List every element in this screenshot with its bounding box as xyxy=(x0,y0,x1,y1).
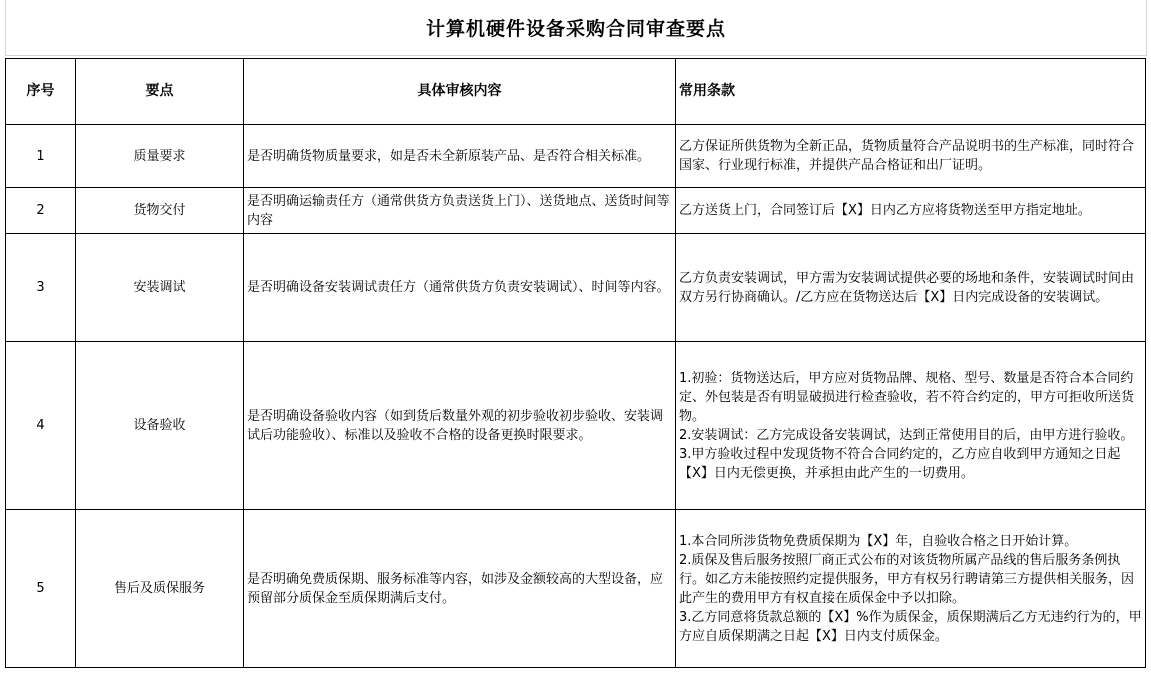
row-point: 售后及质保服务 xyxy=(76,510,244,668)
header-content: 具体审核内容 xyxy=(244,59,676,125)
row-clause xyxy=(676,234,1146,342)
row-no: 4 xyxy=(6,342,76,510)
table-row xyxy=(6,234,1146,342)
sheet-title: 计算机硬件设备采购合同审查要点 xyxy=(5,0,1147,56)
row-no: 3 xyxy=(6,234,76,342)
clause-line: 1.初验：货物送达后，甲方应对货物品牌、规格、型号、数量是否符合本合同约定、外包装是否有明显破损进行检查验收，若不符合约定的，甲方可拒收所送货物。 xyxy=(679,370,1135,424)
row-point: 设备验收 xyxy=(76,342,244,510)
header-clause: 常用条款 xyxy=(676,59,1146,125)
row-point: 货物交付 xyxy=(76,188,244,234)
table-row xyxy=(6,342,1146,510)
row-no: 5 xyxy=(6,510,76,668)
row-clause xyxy=(676,125,1146,188)
row-no: 2 xyxy=(6,188,76,234)
row-point: 质量要求 xyxy=(76,125,244,188)
clause-line: 2.质保及售后服务按照厂商正式公布的对该货物所属产品线的售后服务条例执行。如乙方未能按照约定提供服务，甲方有权另行聘请第三方提供相关服务，因此产生的费用甲方有权直接在质保金中予以扣除。 xyxy=(679,552,1135,606)
clause-line: 乙方负责安装调试，甲方需为安装调试提供必要的场地和条件，安装调试时间由双方另行协商确认。/乙方应在货物送达后【X】日内完成设备的安装调试。 xyxy=(679,270,1135,305)
clause-line: 乙方送货上门，合同签订后【X】日内乙方应将货物送至甲方指定地址。 xyxy=(679,203,1091,218)
row-content: 是否明确设备安装调试责任方（通常供货方负责安装调试）、时间等内容。 xyxy=(244,234,676,342)
row-content: 是否明确设备验收内容（如到货后数量外观的初步验收初步验收、安装调试后功能验收）、标准以及验收不合格的设备更换时限要求。 xyxy=(244,342,676,510)
header-no: 序号 xyxy=(6,59,76,125)
table-row xyxy=(6,188,1146,234)
row-no: 1 xyxy=(6,125,76,188)
table-row xyxy=(6,125,1146,188)
table-row xyxy=(6,510,1146,668)
clause-line: 3.乙方同意将货款总额的【X】%作为质保金，质保期满后乙方无违约行为的，甲方应自质保期满之日起【X】日内支付质保金。 xyxy=(679,609,1142,644)
row-point: 安装调试 xyxy=(76,234,244,342)
clause-line: 3.甲方验收过程中发现货物不符合合同约定的，乙方应自收到甲方通知之日起【X】日内无偿更换，并承担由此产生的一切费用。 xyxy=(679,446,1121,481)
clause-line: 乙方保证所供货物为全新正品，货物质量符合产品说明书的生产标准，同时符合国家、行业现行标准，并提供产品合格证和出厂证明。 xyxy=(679,139,1135,173)
clause-line: 1.本合同所涉货物免费质保期为【X】年，自验收合格之日开始计算。 xyxy=(679,533,1078,549)
row-clause xyxy=(676,188,1146,234)
clause-line: 2.安装调试：乙方完成设备安装调试，达到正常使用目的后，由甲方进行验收。 xyxy=(679,427,1134,443)
row-content: 是否明确运输责任方（通常供货方负责送货上门）、送货地点、送货时间等内容 xyxy=(244,188,676,234)
header-point: 要点 xyxy=(76,59,244,125)
review-table xyxy=(5,58,1146,668)
row-clause xyxy=(676,510,1146,668)
row-content: 是否明确货物质量要求，如是否未全新原装产品、是否符合相关标准。 xyxy=(244,125,676,188)
row-content: 是否明确免费质保期、服务标准等内容，如涉及金额较高的大型设备，应预留部分质保金至质保期满后支付。 xyxy=(244,510,676,668)
row-clause xyxy=(676,342,1146,510)
header-row xyxy=(6,59,1146,125)
